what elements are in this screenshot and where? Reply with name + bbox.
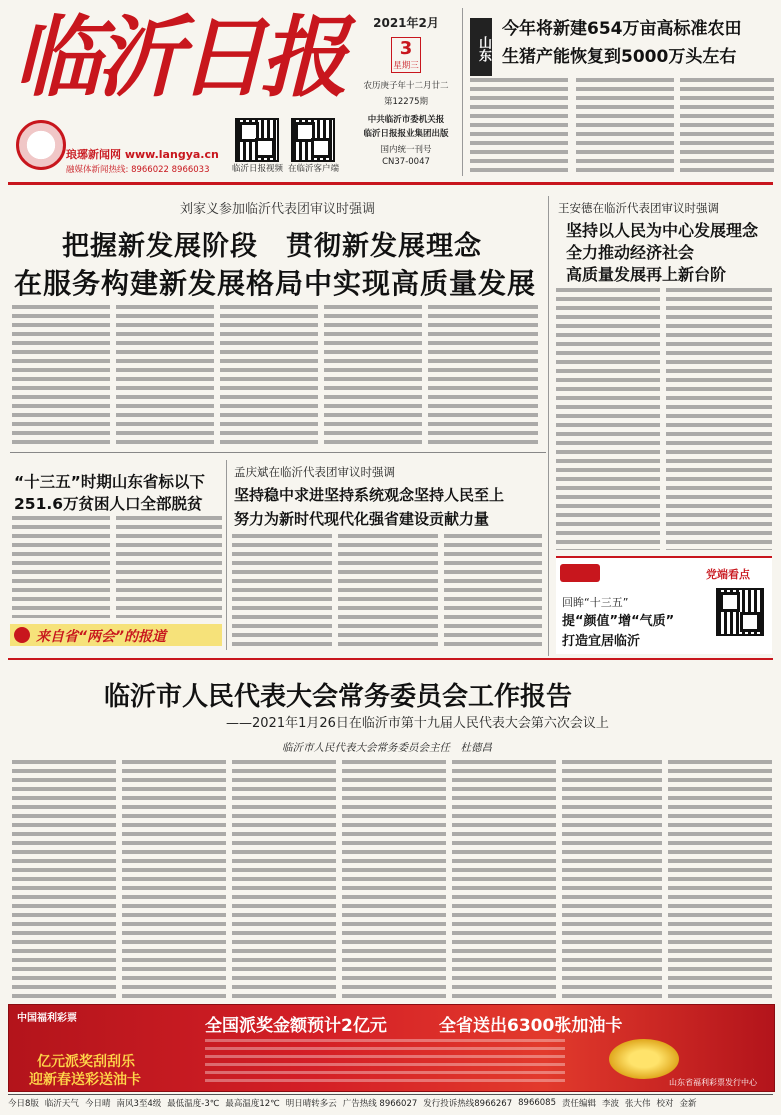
two-sessions-label: 来自省“两会”的报道	[36, 629, 167, 645]
shandong-body-col3	[680, 78, 774, 174]
meng-body-col1	[232, 534, 332, 646]
ad-body-text	[205, 1039, 565, 1085]
footer-item: 校对	[656, 1099, 674, 1109]
promo-section: 党端看点	[706, 568, 750, 581]
issue-date: 2021年2月	[373, 16, 439, 30]
footer-item: 8966085	[518, 1098, 556, 1108]
footer-item: 责任编辑	[561, 1099, 596, 1109]
lead-body-col4	[324, 305, 422, 445]
report-title[interactable]: 临沂市人民代表大会常务委员会工作报告	[104, 682, 573, 712]
right-body-col1	[556, 288, 660, 550]
footer-item: 南风3至4级	[116, 1099, 162, 1109]
lead-title1[interactable]: 把握新发展阶段 贯彻新发展理念	[62, 231, 482, 262]
ad-footer-tag: 山东省福利彩票发行中心	[669, 1078, 757, 1087]
qr-code-video[interactable]	[235, 118, 279, 162]
shandong-headline2[interactable]: 生猪产能恢复到5000万头左右	[502, 47, 737, 67]
footer-item: 明日晴转多云	[285, 1099, 337, 1109]
lead-kicker: 刘家义参加临沂代表团审议时强调	[180, 202, 376, 217]
footer-item: 今日晴	[84, 1099, 111, 1109]
lead-title2[interactable]: 在服务构建新发展格局中实现高质量发展	[14, 267, 537, 300]
report-body-col4	[342, 760, 446, 998]
issue-weekday: 星期三	[393, 61, 419, 71]
poverty-body-col2	[116, 516, 222, 618]
poverty-title2[interactable]: 251.6万贫困人口全部脱贫	[14, 495, 203, 513]
issue-publisher2: 临沂日报报业集团出版	[363, 129, 449, 139]
footer-item: 最高温度12℃	[225, 1099, 280, 1109]
issue-day: 3	[399, 38, 413, 59]
ad-left-text2: 迎新春送彩送油卡	[29, 1072, 141, 1088]
footer-item: 临沂天气	[44, 1099, 79, 1109]
footer-item: 广告热线 8966027	[342, 1099, 418, 1109]
report-body-col2	[122, 760, 226, 998]
report-body-col1	[12, 760, 116, 998]
footer-bar	[8, 1094, 773, 1111]
meng-title1[interactable]: 坚持稳中求进坚持系统观念坚持人民至上	[234, 486, 505, 504]
masthead-logo: 临沂日报	[14, 5, 343, 109]
ad-logo: 中国福利彩票	[17, 1013, 77, 1024]
shandong-body-col2	[576, 78, 674, 174]
ad-headline-b: 全省送出6300张加油卡	[439, 1016, 623, 1036]
meng-kicker: 孟庆斌在临沂代表团审议时强调	[234, 465, 395, 479]
lottery-ad[interactable]	[8, 1004, 775, 1092]
promo-qr-code[interactable]	[716, 588, 764, 636]
issue-serial: 国内统一刊号	[380, 145, 432, 155]
issue-cn: CN37-0047	[382, 157, 430, 167]
issue-lunar: 农历庚子年十二月廿二	[363, 81, 449, 91]
qr-code-app[interactable]	[291, 118, 335, 162]
hotline: 融媒体新闻热线: 8966022 8966033	[66, 165, 210, 175]
issue-info	[356, 14, 456, 174]
report-body-col5	[452, 760, 556, 998]
meng-title2[interactable]: 努力为新时代现代化强省建设贡献力量	[234, 510, 490, 528]
ad-left-text1: 亿元派奖刮刮乐	[37, 1054, 135, 1070]
issue-number: 第12275期	[383, 97, 429, 107]
footer-item: 发行投诉热线8966267	[423, 1099, 513, 1109]
poverty-body-col1	[12, 516, 110, 618]
issue-day-box	[391, 37, 421, 73]
right-title3[interactable]: 高质量发展再上新台阶	[566, 265, 727, 284]
qr-caption-app: 在临沂客户端	[288, 164, 340, 174]
lead-body-col5	[428, 305, 538, 445]
right-kicker: 王安德在临沂代表团审议时强调	[558, 201, 719, 215]
promo-sub: 回眸“十三五”	[562, 596, 629, 609]
lead-body-col3	[220, 305, 318, 445]
shandong-tag-label: 山东	[476, 36, 491, 62]
meng-body-col2	[338, 534, 438, 646]
qr-caption-video: 临沂日报视频	[232, 164, 284, 174]
footer-item: 最低温度-3℃	[167, 1099, 220, 1109]
shandong-headline1[interactable]: 今年将新建654万亩高标准农田	[502, 19, 742, 39]
issue-publisher1: 中共临沂市委机关报	[367, 115, 445, 125]
report-body-col7	[668, 760, 772, 998]
promo-line2[interactable]: 打造宜居临沂	[562, 634, 641, 649]
promo-line1[interactable]: 提“颜值”增“气质”	[562, 614, 675, 629]
right-body-col2	[666, 288, 772, 550]
report-byline: 临沂市人民代表大会常务委员会主任 杜德昌	[282, 742, 492, 754]
ad-headline-a: 全国派奖金额预计2亿元	[205, 1016, 387, 1036]
report-body-col6	[562, 760, 662, 998]
two-sessions-tag	[10, 624, 222, 646]
two-sessions-emblem-icon	[14, 627, 30, 643]
website-line: 琅琊新闻网 www.langya.cn	[66, 148, 219, 161]
right-title2[interactable]: 全力推动经济社会	[566, 243, 695, 262]
footer-item: 今日8版	[8, 1099, 39, 1109]
shandong-body-col1	[470, 78, 568, 174]
lead-body-col1	[12, 305, 110, 445]
meng-body-col3	[444, 534, 542, 646]
shandong-tag	[470, 18, 492, 76]
masthead-emblem-icon	[16, 120, 66, 170]
footer-item: 李波	[602, 1099, 620, 1109]
footer-item: 金新	[679, 1099, 697, 1109]
ad-coins-icon	[609, 1039, 679, 1079]
promo-logo-icon	[560, 564, 600, 582]
footer-item: 张大伟	[625, 1099, 651, 1109]
poverty-title1[interactable]: “十三五”时期山东省标以下	[14, 473, 205, 491]
lead-body-col2	[116, 305, 214, 445]
right-title1[interactable]: 坚持以人民为中心发展理念	[566, 221, 759, 240]
report-subtitle: ——2021年1月26日在临沂市第十九届人民代表大会第六次会议上	[226, 716, 609, 731]
promo-box[interactable]	[556, 556, 772, 654]
report-body-col3	[232, 760, 336, 998]
